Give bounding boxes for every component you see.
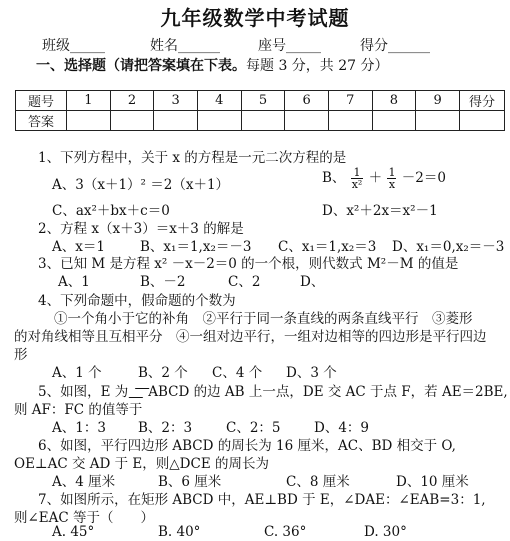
q7-option-a: A. 45° — [52, 524, 95, 540]
q6-line-2: OE⊥AC 交 AD 于 E，则△DCE 的周长为 — [14, 456, 269, 472]
score-cell[interactable] — [460, 111, 505, 131]
q4-line-3: 形 — [14, 347, 28, 363]
q3-stem: 3、已知 M 是方程 x² －x－2＝0 的一个根，则代数式 M²－M 的值是 — [38, 256, 459, 272]
q2-option-b: B、x₁＝1,x₂＝－3 — [140, 239, 252, 255]
q6-stem: 6、如图，平行四边形 ABCD 的周长为 16 厘米，AC、BD 相交于 O, — [38, 438, 456, 454]
q6-option-c: C、8 厘米 — [286, 474, 350, 490]
answer-row-label: 答案 — [16, 111, 67, 131]
header-cell: 8 — [372, 91, 416, 111]
header-cell: 7 — [328, 91, 372, 111]
answer-cell[interactable] — [67, 111, 111, 131]
q2-option-d: D、x₁＝0,x₂＝－3 — [392, 239, 505, 255]
q3-option-b: B、－2 — [140, 274, 186, 290]
q5-line-2: 则 AF：FC 的值等于 — [14, 402, 143, 418]
section-heading-note: 每题 3 分，共 27 分） — [246, 58, 389, 74]
header-cell-score: 得分 — [460, 91, 505, 111]
answer-cell[interactable] — [372, 111, 416, 131]
q4-stem: 4、下列命题中，假命题的个数为 — [38, 293, 236, 309]
denominator: x² — [351, 178, 363, 191]
q6-option-a: A、4 厘米 — [52, 474, 116, 490]
q5-option-a: A、1：3 — [52, 420, 106, 436]
q4-option-c: C、4 个 — [212, 365, 263, 381]
q1-b-rest: －2＝0 — [401, 170, 446, 186]
q6-option-d: D、10 厘米 — [396, 474, 469, 490]
q7-option-d: D. 30° — [364, 524, 407, 540]
q4-option-d: D、3 个 — [286, 365, 337, 381]
answer-cell[interactable] — [110, 111, 154, 131]
q7-option-b: B. 40° — [158, 524, 201, 540]
numerator: 1 — [388, 166, 396, 179]
answer-cell[interactable] — [241, 111, 285, 131]
class-field[interactable]: 班级_____ — [42, 38, 105, 54]
numerator: 1 — [351, 167, 364, 179]
fraction — [351, 167, 364, 190]
q3-option-c: C、2 — [228, 274, 261, 290]
q5-option-d: D、4：9 — [314, 420, 370, 436]
exam-title: 九年级数学中考试题 — [160, 6, 350, 30]
header-cell: 5 — [241, 91, 285, 111]
answer-cell[interactable] — [154, 111, 198, 131]
answer-table-answer-row — [16, 111, 505, 131]
q3-option-a: A、1 — [58, 274, 90, 290]
section-heading-main: 一、选择题（请把答案填在下表。 — [36, 58, 246, 74]
q2-option-a: A、x＝1 — [52, 239, 105, 255]
answer-cell[interactable] — [197, 111, 241, 131]
q1-option-c: C、ax²＋bx＋c＝0 — [52, 203, 170, 219]
answer-table — [15, 90, 505, 131]
q7-line-2: 则∠EAC 等于（ ） — [14, 510, 155, 526]
header-cell: 4 — [197, 91, 241, 111]
q5-stem-suffix: ABCD 的边 AB 上一点，DE 交 AC 于点 F，若 AE＝2BE, — [148, 384, 508, 400]
q7-stem: 7、如图所示，在矩形 ABCD 中，AE⊥BD 于 E，∠DAE：∠EAB=3：1, — [38, 492, 486, 508]
answer-table-header-row — [16, 91, 505, 111]
seat-field[interactable]: 座号_____ — [258, 38, 321, 54]
q1-stem: 1、下列方程中，关于 x 的方程是一元二次方程的是 — [38, 150, 347, 166]
q7-option-c: C. 36° — [264, 524, 307, 540]
section-heading — [36, 55, 389, 75]
header-cell: 9 — [416, 91, 460, 111]
fraction — [387, 167, 396, 190]
q1-option-a: A、3（x＋1）² ＝2（x＋1） — [52, 177, 230, 193]
q4-option-b: B、2 个 — [138, 365, 188, 381]
q1-option-b — [322, 166, 446, 190]
q1-b-prefix: B、 — [322, 170, 346, 186]
q3-option-d: D、 — [300, 274, 325, 290]
q4-line-1: ①一个角小于它的补角 ②平行于同一条直线的两条直线平行 ③菱形 — [54, 311, 473, 327]
header-cell: 1 — [67, 91, 111, 111]
q2-option-c: C、x₁＝1,x₂＝3 — [278, 239, 377, 255]
q4-line-2: 的对角线相等且互相平分 ④一组对边平行，一组对边相等的四边形是平行四边 — [14, 329, 487, 345]
plus-sign: ＋ — [368, 170, 383, 186]
header-cell: 2 — [110, 91, 154, 111]
q2-stem: 2、方程 x（x＋3）＝x＋3 的解是 — [38, 221, 244, 237]
name-field[interactable]: 姓名______ — [150, 38, 220, 54]
q4-option-a: A、1 个 — [52, 365, 102, 381]
q6-option-b: B、6 厘米 — [158, 474, 222, 490]
answer-cell[interactable] — [416, 111, 460, 131]
q5-option-c: C、2：5 — [226, 420, 281, 436]
header-cell-label: 题号 — [16, 91, 67, 111]
denominator: x — [388, 178, 396, 191]
q5-option-b: B、2：3 — [138, 420, 193, 436]
answer-cell[interactable] — [328, 111, 372, 131]
q5-stem — [38, 380, 508, 400]
parallelogram-icon — [129, 388, 150, 398]
answer-cell[interactable] — [285, 111, 329, 131]
header-cell: 3 — [154, 91, 198, 111]
score-field[interactable]: 得分______ — [360, 38, 430, 54]
q1-option-d: D、x²＋2x＝x²－1 — [322, 203, 438, 219]
q5-stem-prefix: 5、如图，E 为 — [38, 384, 129, 400]
header-cell: 6 — [285, 91, 329, 111]
